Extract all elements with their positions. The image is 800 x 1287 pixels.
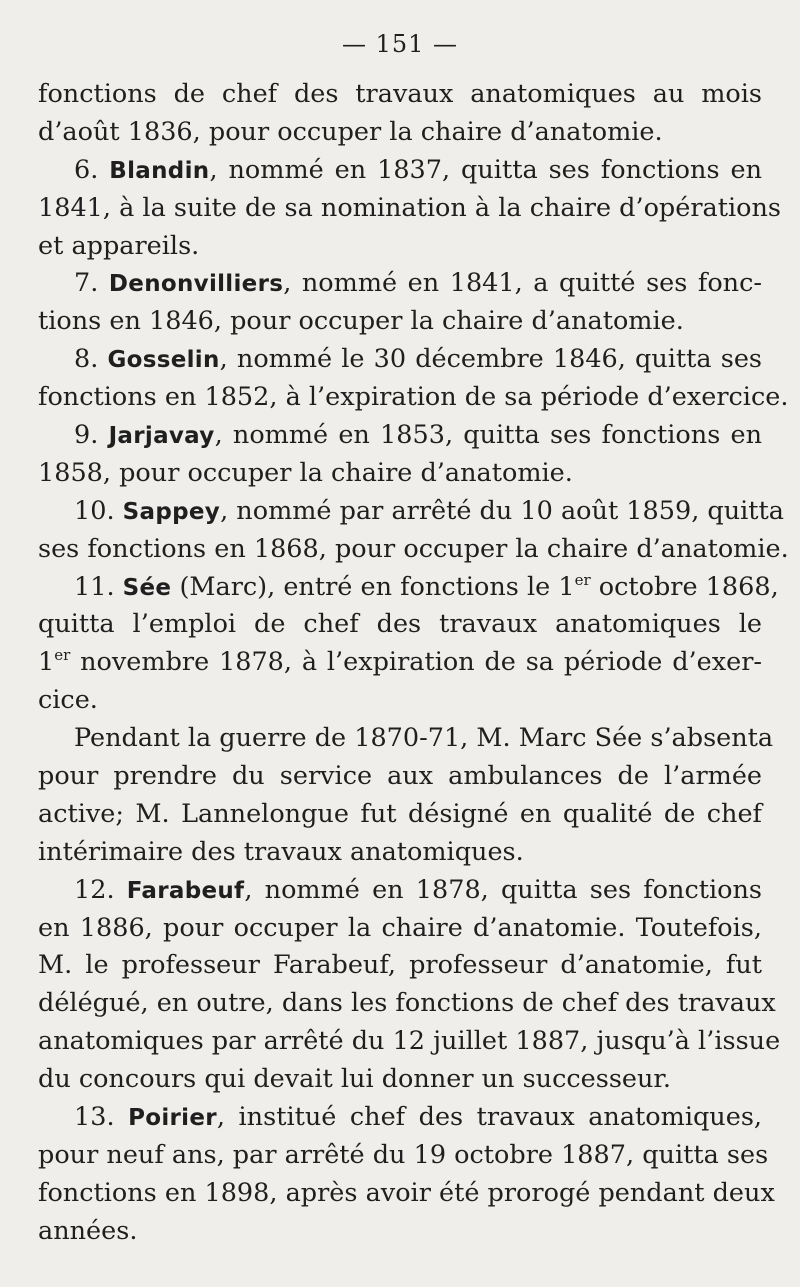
person-name: Gosselin [107,347,220,374]
person-name: Jarjavay [108,423,215,450]
entry-denonvilliers: 7. Denonvilliers, nommé en 1841, a quitté ses fonc- [74,268,763,299]
text-line: fonctions en 1852, à l’expiration de sa période d’exercice. [38,382,789,413]
text-line: tions en 1846, pour occuper la chaire d’anatomie. [38,306,684,337]
text-line: 1841, à la suite de sa nomination à la chaire d’opérations [38,192,781,223]
entry-number: 12. [74,874,115,905]
entry-gosselin: 8. Gosselin, nommé le 30 décembre 1846, quitta ses [74,344,762,375]
person-name: Sappey [122,498,221,525]
text-line: d’août 1836, pour occuper la chaire d’anatomie. [38,116,663,147]
person-name: Sée [122,574,172,601]
page-number: — 151 — [341,30,459,58]
entry-number: 9. [74,420,99,451]
entry-sappey: 10. Sappey, nommé par arrêté du 10 août 1859, quitta [74,495,785,526]
person-name: Blandin [109,157,210,184]
entry-number: 11. [74,571,115,602]
body-text [38,76,789,1251]
text-line: ses fonctions en 1868, pour occuper la chaire d’anatomie. [38,533,789,564]
person-name: Farabeuf [126,877,245,904]
text-line: en 1886, pour occuper la chaire d’anatomie. Toutefois, [38,912,762,943]
text-line: pour neuf ans, par arrêté du 19 octobre 1887, quitta ses [38,1139,769,1170]
entry-jarjavay: 9. Jarjavay, nommé en 1853, quitta ses fonctions en [74,420,763,451]
text-line: M. le professeur Farabeuf, professeur d’anatomie, fut [38,950,762,981]
text-line: pour prendre du service aux ambulances de l’armée [38,761,762,792]
entry-see: 11. Sée (Marc), entré en fonctions le 1er octobre 1868, [74,570,779,602]
text-line: années. [38,1215,138,1246]
person-name: Poirier [128,1105,217,1132]
entry-number: 6. [74,154,99,185]
entry-number: 13. [74,1102,115,1133]
person-name: Denonvilliers [108,271,284,298]
text-line: anatomiques par arrêté du 12 juillet 1887, jusqu’à l’issue [38,1026,781,1057]
text-line: intérimaire des travaux anatomiques. [38,836,524,867]
entry-number: 8. [74,344,99,375]
text-line: cice. [38,685,98,716]
text-line: du concours qui devait lui donner un successeur. [38,1064,671,1095]
entry-number: 7. [74,268,99,299]
entry-poirier: 13. Poirier, institué chef des travaux anatomiques, [74,1102,763,1133]
text-line: quitta l’emploi de chef des travaux anatomiques le [38,609,762,640]
text-line: 1er novembre 1878, à l’expiration de sa période d’exer- [38,646,762,678]
text-line: délégué, en outre, dans les fonctions de chef des travaux [38,988,776,1019]
text-line: fonctions en 1898, après avoir été prorogé pendant deux [38,1177,775,1208]
text-line: active; M. Lannelongue fut désigné en qualité de chef [38,798,762,829]
entry-number: 10. [74,495,115,526]
text-line: et appareils. [38,230,200,261]
text-line: fonctions de chef des travaux anatomiques au mois [38,79,762,109]
text-line: Pendant la guerre de 1870-71, M. Marc Sée s’absenta [74,723,774,754]
text-line: 1858, pour occuper la chaire d’anatomie. [38,457,573,488]
entry-farabeuf: 12. Farabeuf, nommé en 1878, quitta ses fonctions [74,874,762,905]
entry-blandin: 6. Blandin, nommé en 1837, quitta ses fonctions en [74,154,762,185]
